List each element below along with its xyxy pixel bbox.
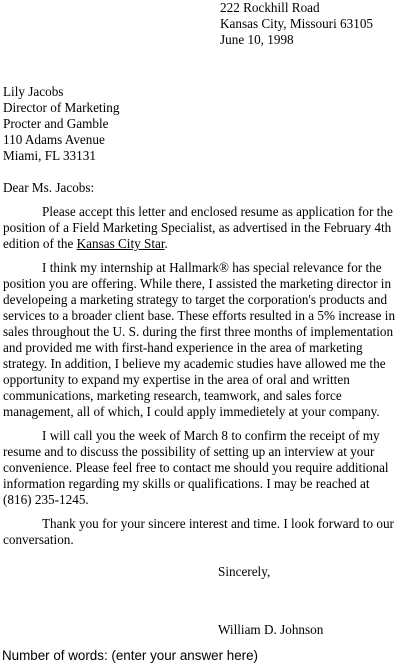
recipient-street: 110 Adams Avenue [3, 132, 105, 147]
recipient-city-state-zip: Miami, FL 33131 [3, 148, 96, 163]
paragraph-4: Thank you for your sincere interest and time. I look forward to our conversation. [3, 516, 394, 547]
letter-document [3, 0, 399, 638]
sender-address [220, 0, 399, 48]
signature-name: William D. Johnson [218, 622, 324, 637]
sender-street: 222 Rockhill Road [220, 0, 320, 15]
closing: Sincerely, [218, 564, 271, 579]
paragraph-2: I think my internship at Hallmark® has special relevance for the position you are offering. While there, I assisted the marketing director in developeing a marketing strategy to target the corporation's products and services to a broader client base. These efforts resulted in a 5% increase in sales throughout the U. S. during the first three months of implementation and provided me with first-hand experience in the area of marketing strategy. In addition, I believe my academic studies have allowed me the opportunity to expand my expertise in the area of oral and written communications, marketing research, teamwork, and sales force management, all of which, I could apply immedietely at your company. [3, 260, 396, 419]
recipient-title: Director of Marketing [3, 100, 120, 115]
paragraph-1 [3, 204, 399, 252]
word-count-prompt: Number of words: (enter your answer here) [2, 648, 259, 663]
paragraph-3: I will call you the week of March 8 to confirm the receipt of my resume and to discuss the possibility of setting up an interview at your convenience. Please feel free to contact me should you require additional information regarding my skills or qualifications. I may be reached at (816) 235-1245. [3, 428, 389, 507]
recipient-company: Procter and Gamble [3, 116, 109, 131]
salutation: Dear Ms. Jacobs: [3, 180, 95, 195]
publication-name: Kansas City Star [76, 236, 165, 251]
paragraph-1-end: . [164, 236, 168, 251]
letter-date: June 10, 1998 [220, 32, 294, 47]
recipient-address [3, 84, 399, 164]
recipient-name: Lily Jacobs [3, 84, 64, 99]
paragraph-1-text: Please accept this letter and enclosed resume as application for the position of a Field Marketing Specialist, as advertised in the February 4th edition of the [3, 204, 393, 251]
sender-city-state-zip: Kansas City, Missouri 63105 [220, 16, 374, 31]
closing-block [218, 564, 399, 638]
